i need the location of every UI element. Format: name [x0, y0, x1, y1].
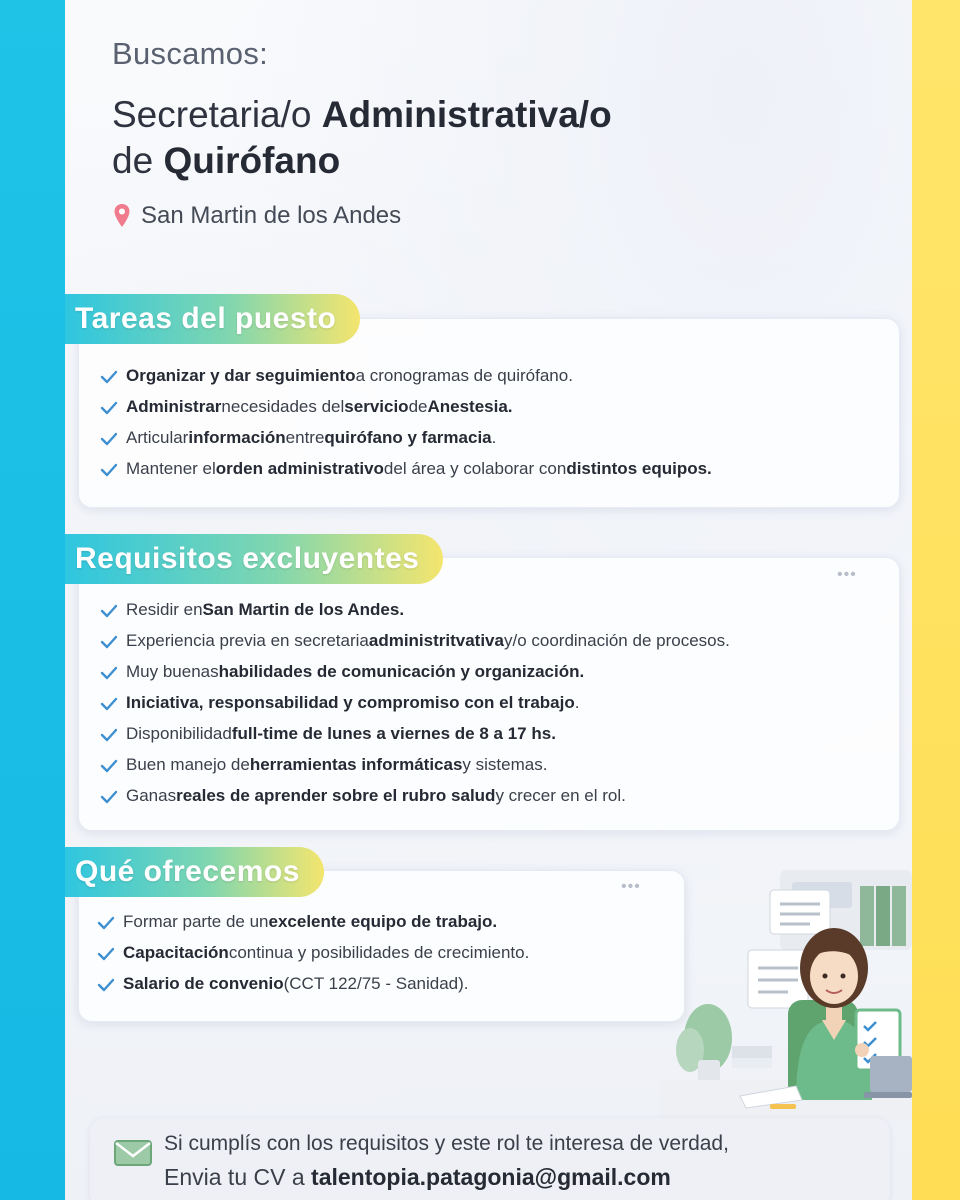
job-poster [65, 0, 912, 1200]
list-item-text: Anestesia. [427, 396, 513, 416]
list-item-text: reales de aprender sobre el rubro salud [176, 785, 496, 805]
title-line1-normal: Secretaria/o [112, 94, 322, 135]
requisitos-more-icon: ••• [837, 566, 857, 583]
list-item [97, 968, 529, 999]
checkmark-icon [100, 603, 118, 617]
list-item-text: y sistemas. [462, 754, 548, 774]
list-item-text: quirófano y farmacia [324, 427, 492, 447]
list-item-text: distintos equipos. [566, 458, 712, 478]
list-item [100, 391, 712, 422]
checkmark-icon [100, 665, 118, 679]
list-item [100, 422, 712, 453]
checkmark-icon [100, 431, 118, 445]
list-item-text: Muy buenas [126, 661, 219, 681]
checkmark-icon [100, 789, 118, 803]
list-item-text: Buen manejo de [126, 754, 250, 774]
list-item-text: a cronogramas de quirófano. [355, 365, 573, 385]
receptionist-illustration [620, 860, 912, 1120]
checkmark-icon [97, 915, 115, 929]
ofrecemos-more-icon: ••• [621, 878, 641, 895]
list-item [100, 594, 730, 625]
list-item-text: Mantener el [126, 458, 216, 478]
requisitos-list [100, 594, 730, 811]
list-item [100, 780, 730, 811]
location-pin-icon [113, 203, 131, 229]
checkmark-icon [100, 462, 118, 476]
right-color-band [912, 0, 960, 1200]
checkmark-icon [100, 758, 118, 772]
list-item-text: Disponibilidad [126, 723, 232, 743]
list-item-text: servicio [344, 396, 409, 416]
list-item-text: full-time de lunes a viernes de 8 a 17 hs. [231, 723, 556, 743]
list-item-text: Experiencia previa en secretaria [126, 630, 369, 650]
list-item-text: continua y posibilidades de crecimiento. [228, 942, 530, 962]
list-item-text: administritvativa [368, 630, 504, 650]
checkmark-icon [97, 946, 115, 960]
list-item [100, 656, 730, 687]
tareas-list [100, 360, 712, 484]
list-item [100, 453, 712, 484]
checkmark-icon [100, 400, 118, 414]
list-item-text: Salario de convenio [123, 973, 284, 993]
list-item-text: Residir en [126, 599, 203, 619]
list-item-text: San Martin de los Andes. [202, 599, 405, 619]
list-item-text: herramientas informáticas [249, 754, 463, 774]
list-item [97, 937, 529, 968]
list-item [100, 718, 730, 749]
contact-line2-prefix: Envia tu CV a [164, 1164, 312, 1190]
list-item [100, 625, 730, 656]
checkmark-icon [97, 977, 115, 991]
lead-text: Buscamos: [112, 36, 269, 71]
contact-line2 [164, 1164, 671, 1191]
ofrecemos-list [97, 906, 529, 999]
requisitos-heading: Requisitos excluyentes [65, 534, 443, 584]
contact-box [90, 1118, 890, 1200]
list-item-text: excelente equipo de trabajo. [268, 911, 498, 931]
list-item-text: Administrar [126, 396, 222, 416]
list-item-text: orden administrativo [215, 458, 384, 478]
job-title [112, 92, 612, 184]
ofrecemos-heading: Qué ofrecemos [65, 847, 324, 897]
list-item-text: del área y colaborar con [383, 458, 567, 478]
contact-line1: Si cumplís con los requisitos y este rol te interesa de verdad, [164, 1132, 729, 1155]
list-item-text: Organizar y dar seguimiento [126, 365, 356, 385]
list-item-text: de [408, 396, 428, 416]
list-item-text: información [188, 427, 286, 447]
list-item [100, 360, 712, 391]
list-item-text: necesidades del [221, 396, 345, 416]
list-item-text: (CCT 122/75 - Sanidad). [283, 973, 469, 993]
list-item [97, 906, 529, 937]
title-line2-normal: de [112, 140, 164, 181]
list-item-text: Iniciativa, responsabilidad y compromiso con el trabajo [126, 692, 575, 712]
envelope-icon [114, 1138, 152, 1168]
tareas-heading: Tareas del puesto [65, 294, 360, 344]
list-item-text: y/o coordinación de procesos. [503, 630, 730, 650]
checkmark-icon [100, 634, 118, 648]
list-item-text: habilidades de comunicación y organización. [218, 661, 585, 681]
list-item [100, 687, 730, 718]
list-item-text: . [574, 692, 580, 712]
title-line1-bold: Administrativa/o [321, 94, 612, 135]
location [113, 202, 401, 230]
title-line2-bold: Quirófano [163, 140, 341, 181]
list-item-text: y crecer en el rol. [495, 785, 626, 805]
list-item-text: entre [285, 427, 325, 447]
list-item-text: Articular [126, 427, 189, 447]
checkmark-icon [100, 727, 118, 741]
list-item-text: . [491, 427, 497, 447]
location-text: San Martin de los Andes [141, 202, 402, 229]
left-color-band [0, 0, 65, 1200]
list-item-text: Capacitación [123, 942, 229, 962]
checkmark-icon [100, 369, 118, 383]
list-item-text: Formar parte de un [123, 911, 269, 931]
list-item-text: Ganas [126, 785, 177, 805]
contact-email[interactable]: talentopia.patagonia@gmail.com [311, 1164, 671, 1190]
list-item [100, 749, 730, 780]
checkmark-icon [100, 696, 118, 710]
